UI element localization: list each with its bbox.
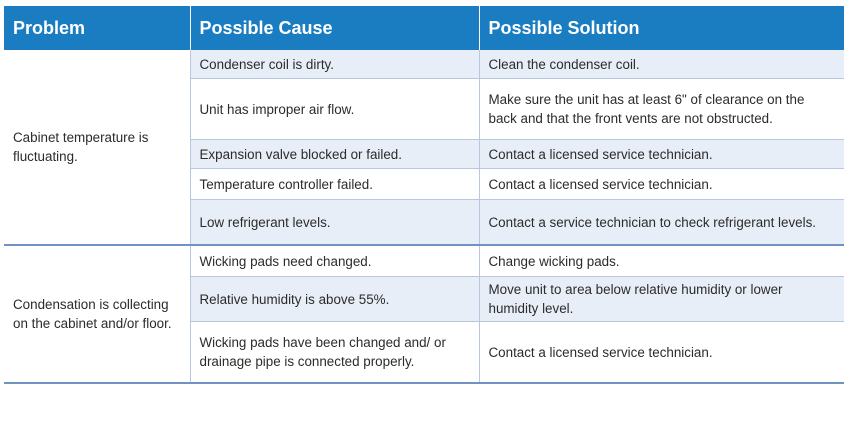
cause-cell: Low refrigerant levels. <box>190 200 479 246</box>
header-possible-solution: Possible Solution <box>479 6 844 50</box>
solution-cell: Contact a licensed service technician. <box>479 140 844 169</box>
table-row <box>4 245 844 277</box>
cause-cell: Wicking pads have been changed and/ or drainage pipe is connected properly. <box>190 322 479 384</box>
solution-cell: Change wicking pads. <box>479 245 844 277</box>
header-possible-cause: Possible Cause <box>190 6 479 50</box>
solution-cell: Contact a licensed service technician. <box>479 169 844 200</box>
solution-cell: Make sure the unit has at least 6" of clearance on the back and that the front vents are not obstructed. <box>479 79 844 140</box>
troubleshooting-table <box>4 6 844 384</box>
solution-cell: Clean the condenser coil. <box>479 50 844 79</box>
problem-cell: Condensation is collecting on the cabinet and/or floor. <box>4 245 190 383</box>
table-body <box>4 50 844 383</box>
header-problem: Problem <box>4 6 190 50</box>
solution-cell: Contact a licensed service technician. <box>479 322 844 384</box>
cause-cell: Temperature controller failed. <box>190 169 479 200</box>
cause-cell: Wicking pads need changed. <box>190 245 479 277</box>
cause-cell: Unit has improper air flow. <box>190 79 479 140</box>
table-header <box>4 6 844 50</box>
solution-cell: Contact a service technician to check refrigerant levels. <box>479 200 844 246</box>
solution-cell: Move unit to area below relative humidity or lower humidity level. <box>479 277 844 322</box>
table-row <box>4 50 844 79</box>
troubleshooting-table-container <box>4 6 844 384</box>
problem-cell: Cabinet temperature is fluctuating. <box>4 50 190 245</box>
cause-cell: Relative humidity is above 55%. <box>190 277 479 322</box>
cause-cell: Condenser coil is dirty. <box>190 50 479 79</box>
header-row <box>4 6 844 50</box>
cause-cell: Expansion valve blocked or failed. <box>190 140 479 169</box>
